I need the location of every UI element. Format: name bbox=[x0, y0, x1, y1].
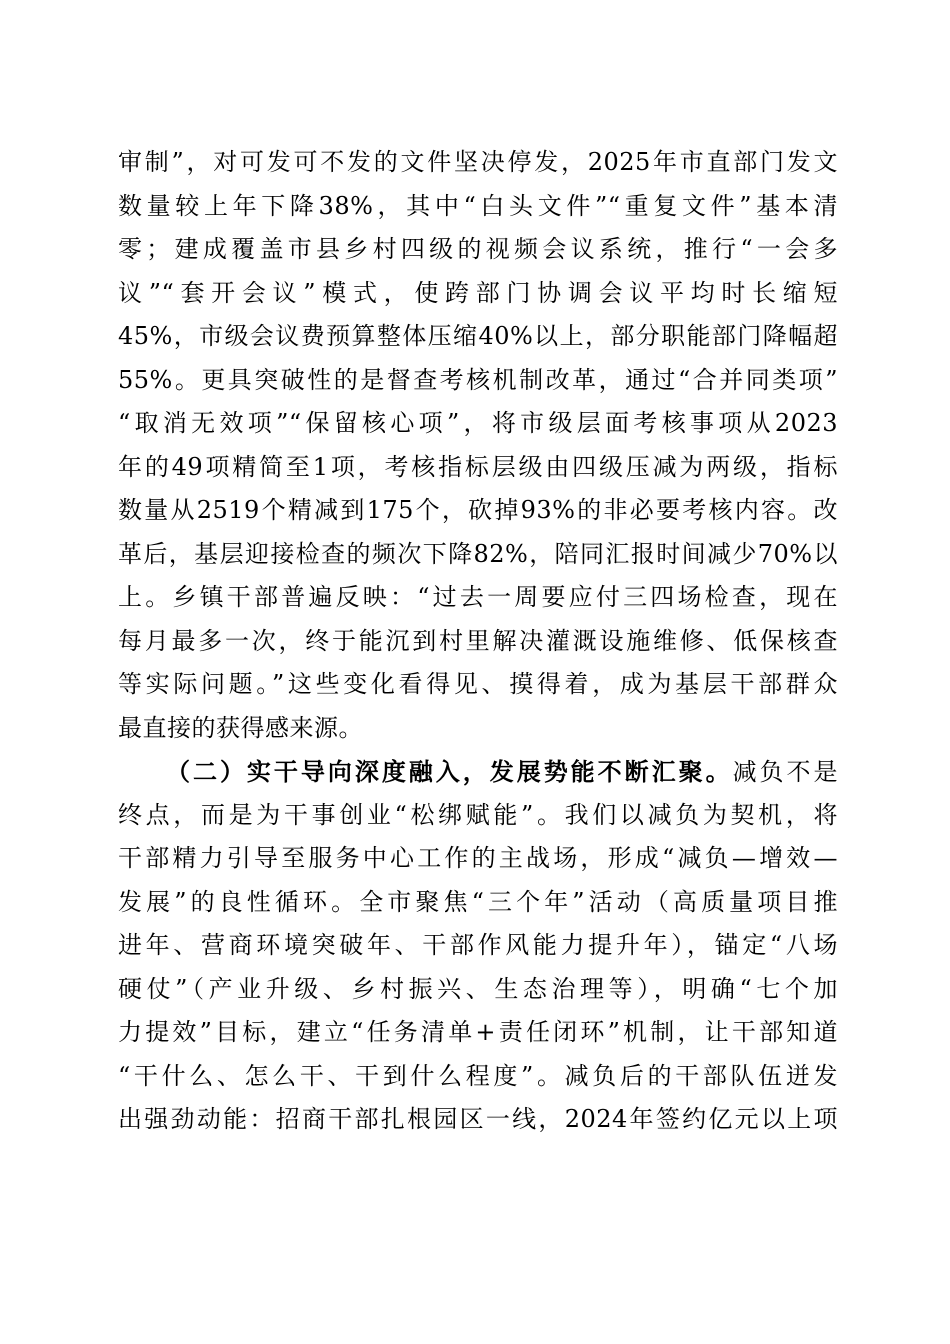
text-line: 数量从2519个精减到175个，砍掉93%的非必要考核内容。改 bbox=[118, 496, 838, 524]
text-line: 发展”的良性循环。全市聚焦“三个年”活动（高质量项目推 bbox=[118, 887, 838, 916]
text-line: 硬仗”（产业升级、乡村振兴、生态治理等），明确“七个加 bbox=[118, 974, 838, 1003]
text-line: 审制”，对可发可不发的文件坚决停发，2025年市直部门发文 bbox=[118, 148, 838, 176]
paragraph-1 bbox=[118, 141, 838, 750]
text-line: 45%，市级会议费预算整体压缩40%以上，部分职能部门降幅超 bbox=[118, 322, 838, 350]
text-line: 议”“套开会议”模式，使跨部门协调会议平均时长缩短 bbox=[118, 278, 838, 307]
text-line: 55%。更具突破性的是督查考核机制改革，通过“合并同类项” bbox=[118, 365, 838, 394]
text-line: 零；建成覆盖市县乡村四级的视频会议系统，推行“一会多 bbox=[118, 235, 838, 263]
text-line: 每月最多一次，终于能沉到村里解决灌溉设施维修、低保核查 bbox=[118, 626, 838, 655]
text-span: 减负不是 bbox=[732, 758, 838, 786]
text-line: “取消无效项”“保留核心项”，将市级层面考核事项从2023 bbox=[118, 409, 838, 437]
text-line: 进年、营商环境突破年、干部作风能力提升年），锚定“八场 bbox=[118, 931, 838, 959]
text-line: 数量较上年下降38%，其中“白头文件”“重复文件”基本清 bbox=[118, 191, 838, 220]
body-text bbox=[118, 141, 838, 1142]
text-line: 力提效”目标，建立“任务清单+责任闭环”机制，让干部知道 bbox=[118, 1018, 838, 1046]
text-line: 干部精力引导至服务中心工作的主战场，形成“减负—增效— bbox=[118, 844, 838, 872]
section-heading: （二）实干导向深度融入，发展势能不断汇聚。 bbox=[166, 757, 733, 786]
text-line: 最直接的获得感来源。 bbox=[118, 713, 363, 742]
text-line: 上。乡镇干部普遍反映：“过去一周要应付三四场检查，现在 bbox=[118, 583, 838, 611]
text-line: 出强劲动能：招商干部扎根园区一线，2024年签约亿元以上项 bbox=[118, 1105, 838, 1133]
text-line bbox=[118, 750, 838, 794]
text-line: 年的49项精简至1项，考核指标层级由四级压减为两级，指标 bbox=[118, 452, 838, 481]
paragraph-2 bbox=[118, 750, 838, 1142]
text-line: 终点，而是为干事创业“松绑赋能”。我们以减负为契机，将 bbox=[118, 800, 838, 829]
text-line: 革后，基层迎接检查的频次下降82%，陪同汇报时间减少70%以 bbox=[118, 539, 838, 568]
text-line: 等实际问题。”这些变化看得见、摸得着，成为基层干部群众 bbox=[118, 670, 838, 698]
text-line: “干什么、怎么干、干到什么程度”。减负后的干部队伍迸发 bbox=[118, 1061, 838, 1090]
